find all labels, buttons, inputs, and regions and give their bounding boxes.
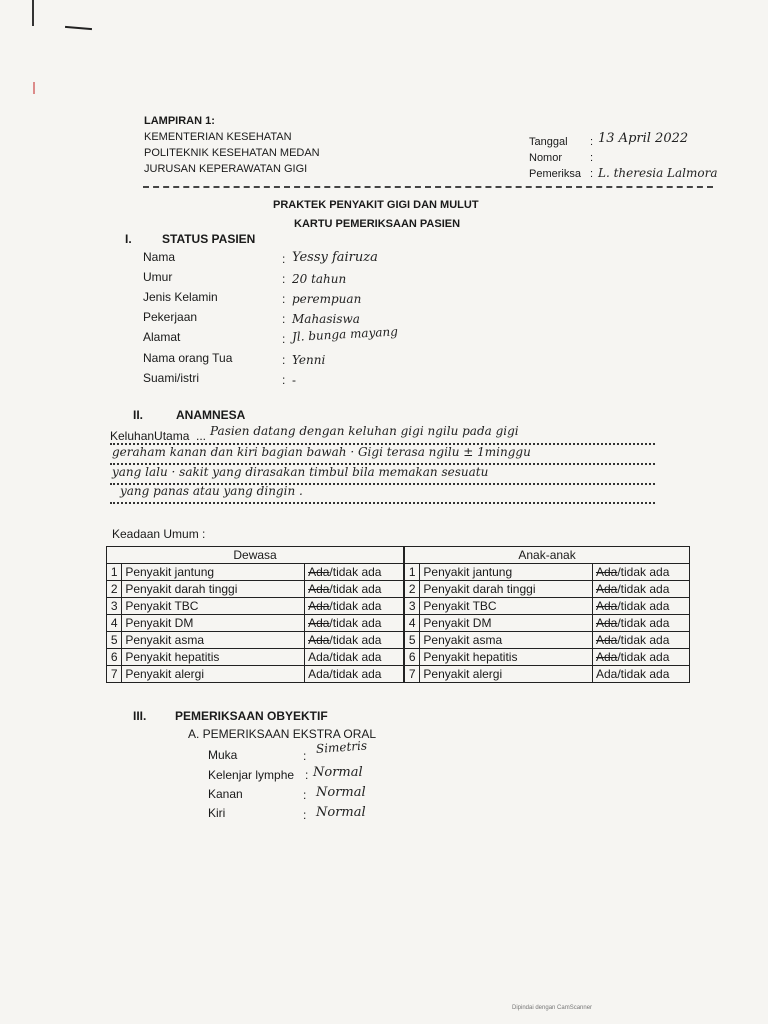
keluhan-text: yang lalu · sakit yang dirasakan timbul bila memakan sesuatu — [112, 465, 489, 479]
keluhan-text: Pasien datang dengan keluhan gigi ngilu pada gigi — [210, 424, 519, 438]
field-sep: : — [282, 252, 286, 266]
pen-mark — [32, 0, 34, 26]
field-sep: : — [282, 292, 286, 306]
field-value-suami-istri: - — [292, 373, 296, 387]
dewasa-header: Dewasa — [107, 547, 404, 564]
field-sep: : — [282, 353, 286, 367]
field-value-pekerjaan: Mahasiswa — [292, 312, 360, 326]
field-label: Kanan — [208, 787, 243, 801]
field-sep: : — [282, 272, 286, 286]
field-value-kelenjar: Normal — [313, 765, 363, 780]
lampiran-label: LAMPIRAN 1: — [144, 115, 215, 127]
keluhan-text: yang panas atau yang dingin . — [120, 484, 303, 498]
field-sep: : — [282, 332, 286, 346]
meta-sep: : — [590, 152, 594, 164]
meta-label-tanggal: Tanggal — [529, 136, 568, 148]
pen-mark — [65, 26, 92, 30]
table-row: 7 Penyakit alergi Ada/tidak ada 7 Penyakit alergi Ada/tidak ada — [107, 666, 690, 683]
org-line: POLITEKNIK KESEHATAN MEDAN — [144, 147, 320, 159]
pen-mark — [33, 82, 35, 94]
meta-sep: : — [590, 168, 594, 180]
field-sep: : — [303, 788, 307, 802]
field-value-umur: 20 tahun — [292, 272, 347, 286]
section-roman: II. — [133, 408, 144, 422]
field-label: Jenis Kelamin — [143, 290, 218, 304]
doc-title: PRAKTEK PENYAKIT GIGI DAN MULUT — [273, 199, 479, 211]
meta-value-tanggal: 13 April 2022 — [598, 131, 689, 146]
table-row: 5 Penyakit asma Ada/tidak ada 5 Penyakit asma Ada/tidak ada — [107, 632, 690, 649]
field-sep: : — [282, 373, 286, 387]
field-value-nama-orang-tua: Yenni — [292, 353, 326, 367]
field-value-muka: Simetris — [315, 738, 368, 756]
field-value-kanan: Normal — [316, 785, 366, 800]
field-sep: : — [305, 768, 309, 782]
section-heading-anamnesa: ANAMNESA — [176, 408, 246, 422]
field-value-nama: Yessy fairuza — [292, 250, 378, 265]
meta-label-pemeriksa: Pemeriksa — [529, 168, 581, 180]
section-roman: III. — [133, 709, 147, 723]
org-line: KEMENTERIAN KESEHATAN — [144, 131, 292, 143]
keadaan-umum-table — [106, 546, 690, 683]
keluhan-text: geraham kanan dan kiri bagian bawah · Gigi terasa ngilu ± 1minggu — [112, 445, 531, 459]
section-heading-status: STATUS PASIEN — [162, 232, 256, 246]
field-label: Kelenjar lymphe — [208, 768, 295, 782]
field-label: Muka — [208, 748, 238, 762]
table-row: 4 Penyakit DM Ada/tidak ada 4 Penyakit DM Ada/tidak ada — [107, 615, 690, 632]
section-roman: I. — [125, 232, 132, 246]
meta-label-nomor: Nomor — [529, 152, 563, 164]
field-label: Alamat — [143, 330, 181, 344]
field-label: Suami/istri — [143, 371, 200, 385]
field-value-kiri: Normal — [316, 805, 366, 820]
field-sep: : — [303, 808, 307, 822]
keluhan-dots: ... — [196, 429, 207, 443]
anak-header: Anak-anak — [405, 547, 690, 564]
doc-subtitle: KARTU PEMERIKSAAN PASIEN — [294, 218, 461, 230]
subsection-ekstra-oral: A. PEMERIKSAAN EKSTRA ORAL — [188, 727, 377, 741]
scanner-watermark: Dipindai dengan CamScanner — [512, 1005, 593, 1011]
field-label: Kiri — [208, 806, 226, 820]
org-line: JURUSAN KEPERAWATAN GIGI — [144, 163, 308, 175]
meta-sep: : — [590, 136, 594, 148]
section-heading-obyektif: PEMERIKSAAN OBYEKTIF — [175, 709, 328, 723]
field-value-alamat: Jl. bunga mayang — [291, 324, 399, 344]
field-value-jenis-kelamin: perempuan — [292, 292, 362, 306]
meta-value-pemeriksa: L. theresia Lalmora — [598, 166, 718, 180]
field-label: Umur — [143, 270, 173, 284]
table-row: 6 Penyakit hepatitis Ada/tidak ada 6 Penyakit hepatitis Ada/tidak ada — [107, 649, 690, 666]
table-row: 1 Penyakit jantung Ada/tidak ada 1 Penyakit jantung Ada/tidak ada — [107, 564, 690, 581]
field-label: Pekerjaan — [143, 310, 198, 324]
keluhan-label: KeluhanUtama — [110, 429, 190, 443]
table-row: 3 Penyakit TBC Ada/tidak ada 3 Penyakit TBC Ada/tidak ada — [107, 598, 690, 615]
field-sep: : — [303, 749, 307, 763]
field-sep: : — [282, 312, 286, 326]
dotted-line — [110, 502, 655, 504]
table-row: 2 Penyakit darah tinggi Ada/tidak ada 2 Penyakit darah tinggi Ada/tidak ada — [107, 581, 690, 598]
field-label: Nama orang Tua — [143, 351, 233, 365]
header-divider — [143, 186, 713, 188]
field-label: Nama — [143, 250, 176, 264]
keadaan-umum-label: Keadaan Umum : — [112, 527, 206, 541]
